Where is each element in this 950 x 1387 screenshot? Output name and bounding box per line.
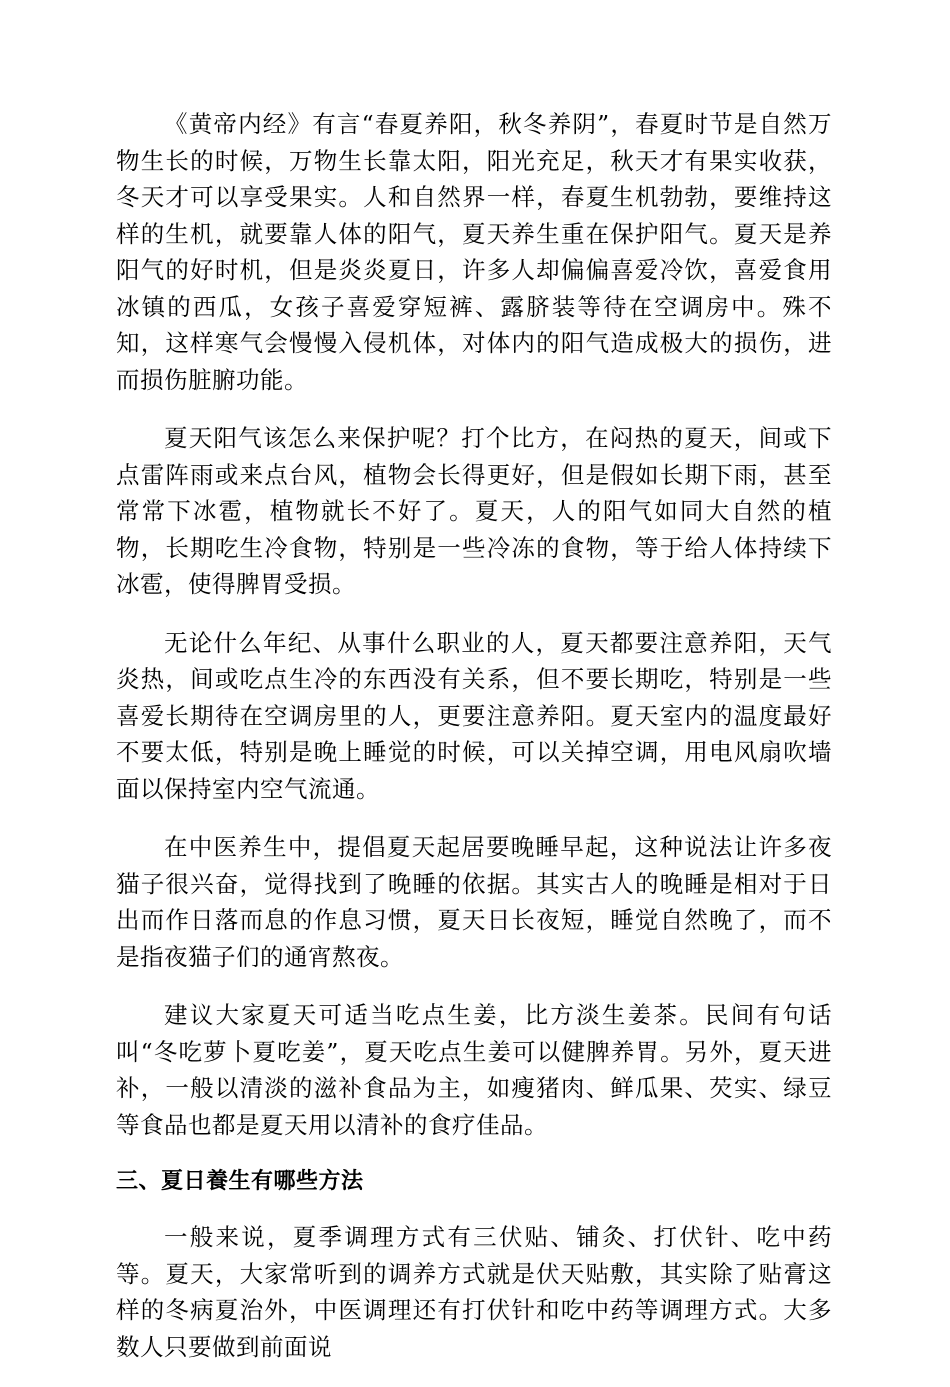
paragraph: 无论什么年纪、从事什么职业的人，夏天都要注意养阳，天气炎热，间或吃点生冷的东西没有关系，但不要长期吃，特别是一些喜爱长期待在空调房里的人，更要注意养阳。夏天室内的温度最好不要太低，特别是晚上睡觉的时候，可以关掉空调，用电风扇吹墙面以保持室内空气流通。: [116, 628, 832, 803]
paragraph: 夏天阳气该怎么来保护呢？打个比方，在闷热的夏天，间或下点雷阵雨或来点台风，植物会长得更好，但是假如长期下雨，甚至常常下冰雹，植物就长不好了。夏天，人的阳气如同大自然的植物，长期吃生冷食物，特别是一些冷冻的食物，等于给人体持续下冰雹，使得脾胃受损。: [116, 424, 832, 598]
section-heading: 三、夏日養生有哪些方法: [116, 1169, 364, 1194]
paragraph: 一般来说，夏季调理方式有三伏贴、铺灸、打伏针、吃中药等。夏天，大家常听到的调养方式就是伏天贴敷，其实除了贴膏这样的冬病夏治外，中医调理还有打伏针和吃中药等调理方式。大多数人只要做到前面说: [116, 1223, 832, 1361]
paragraph: 《黄帝内经》有言“春夏养阳，秋冬养阴”，春夏时节是自然万物生长的时候，万物生长靠太阳，阳光充足，秋天才有果实收获，冬天才可以享受果实。人和自然界一样，春夏生机勃勃，要维持这样的生机，就要靠人体的阳气，夏天养生重在保护阳气。夏天是养阳气的好时机，但是炎炎夏日，许多人却偏偏喜爱冷饮，喜爱食用冰镇的西瓜，女孩子喜爱穿短裤、露脐装等待在空调房中。殊不知，这样寒气会慢慢入侵机体，对体内的阳气造成极大的损伤，进而损伤脏腑功能。: [116, 110, 832, 394]
paragraph: 在中医养生中，提倡夏天起居要晚睡早起，这种说法让许多夜猫子很兴奋，觉得找到了晚睡的依据。其实古人的晚睡是相对于日出而作日落而息的作息习惯，夏天日长夜短，睡觉自然晚了，而不是指夜猫子们的通宵熬夜。: [116, 833, 832, 971]
paragraph: 建议大家夏天可适当吃点生姜，比方淡生姜茶。民间有句话叫“冬吃萝卜夏吃姜”，夏天吃点生姜可以健脾养胃。另外，夏天进补，一般以清淡的滋补食品为主，如瘦猪肉、鲜瓜果、芡实、绿豆等食品也都是夏天用以清补的食疗佳品。: [116, 1001, 832, 1139]
document-page: [116, 106, 832, 1387]
